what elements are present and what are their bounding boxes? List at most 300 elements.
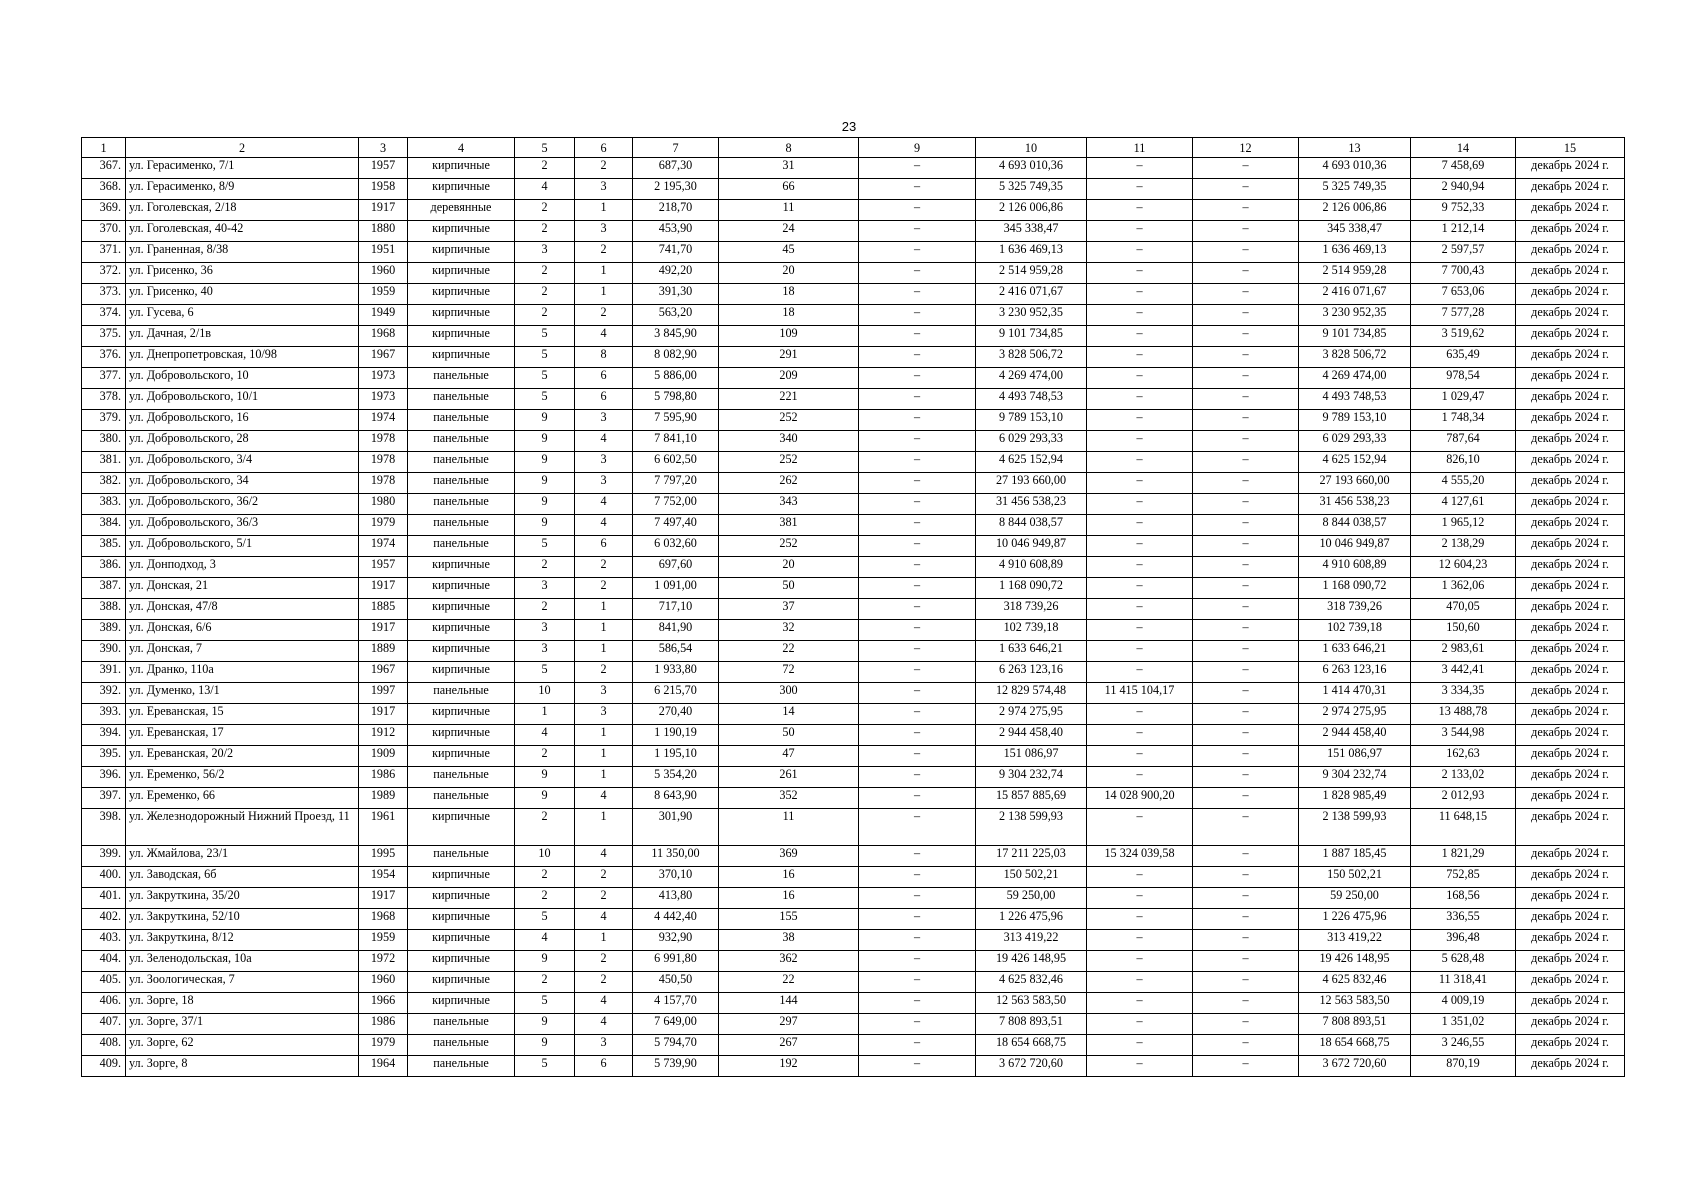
table-cell: 3 230 952,35 [1299,305,1411,326]
table-cell: 4 693 010,36 [1299,158,1411,179]
table-cell: 168,56 [1411,888,1516,909]
table-row [82,1056,1625,1077]
table-cell: – [1193,1014,1299,1035]
table-cell: 1954 [359,867,408,888]
table-cell: ул. Зорге, 8 [126,1056,359,1077]
table-cell: 741,70 [633,242,719,263]
table-cell: 826,10 [1411,452,1516,473]
table-row [82,305,1625,326]
table-cell: декабрь 2024 г. [1516,1056,1625,1077]
table-cell: – [1193,704,1299,725]
table-cell: 11 318,41 [1411,972,1516,993]
table-cell: 1979 [359,515,408,536]
table-cell: 8 082,90 [633,347,719,368]
table-cell: кирпичные [408,620,515,641]
table-cell: 7 797,20 [633,473,719,494]
table-cell: 2 138 599,93 [976,809,1087,846]
table-cell: кирпичные [408,221,515,242]
table-cell: ул. Зорге, 18 [126,993,359,1014]
table-cell: декабрь 2024 г. [1516,599,1625,620]
table-cell: 470,05 [1411,599,1516,620]
table-cell: 336,55 [1411,909,1516,930]
table-cell: 391. [82,662,126,683]
column-header: 11 [1087,138,1193,158]
table-cell: 10 [515,683,575,704]
table-cell: 841,90 [633,620,719,641]
table-cell: – [1193,809,1299,846]
table-cell: ул. Зеленодольская, 10а [126,951,359,972]
table-cell: 300 [719,683,859,704]
table-cell: 5 [515,347,575,368]
table-cell: кирпичные [408,888,515,909]
table-cell: 9 [515,1035,575,1056]
table-cell: 2 514 959,28 [976,263,1087,284]
table-cell: 3 519,62 [1411,326,1516,347]
table-cell: – [859,179,976,200]
table-cell: декабрь 2024 г. [1516,389,1625,410]
table-cell: 313 419,22 [976,930,1087,951]
table-cell: 6 263 123,16 [1299,662,1411,683]
table-cell: – [859,515,976,536]
table-cell: 1974 [359,536,408,557]
table-cell: 1978 [359,452,408,473]
table-cell: 4 269 474,00 [976,368,1087,389]
table-cell: 1959 [359,284,408,305]
table-cell: 381 [719,515,859,536]
column-header: 8 [719,138,859,158]
table-cell: 1 [575,263,633,284]
table-cell: 2 [575,972,633,993]
table-cell: ул. Ереванская, 17 [126,725,359,746]
table-row [82,368,1625,389]
table-cell: 399. [82,846,126,867]
table-row [82,788,1625,809]
table-row [82,557,1625,578]
table-cell: 1 828 985,49 [1299,788,1411,809]
table-cell: ул. Зоологическая, 7 [126,972,359,993]
table-cell: 22 [719,641,859,662]
table-cell: 1 [575,725,633,746]
table-cell: – [859,1035,976,1056]
table-cell: 3 828 506,72 [976,347,1087,368]
table-cell: 4 269 474,00 [1299,368,1411,389]
table-cell: – [859,578,976,599]
table-cell: декабрь 2024 г. [1516,452,1625,473]
table-cell: декабрь 2024 г. [1516,888,1625,909]
table-cell: ул. Добровольского, 36/3 [126,515,359,536]
table-cell: 370,10 [633,867,719,888]
table-cell: – [1193,347,1299,368]
table-cell: 270,40 [633,704,719,725]
table-cell: – [1087,951,1193,972]
table-cell: 16 [719,888,859,909]
table-cell: – [1193,179,1299,200]
table-cell: 11 648,15 [1411,809,1516,846]
table-cell: 3 [515,242,575,263]
table-cell: 1986 [359,1014,408,1035]
table-cell: ул. Донская, 21 [126,578,359,599]
table-cell: 3 [575,683,633,704]
table-cell: 150,60 [1411,620,1516,641]
table-cell: 19 426 148,95 [1299,951,1411,972]
table-cell: декабрь 2024 г. [1516,725,1625,746]
table-cell: 400. [82,867,126,888]
table-cell: 379. [82,410,126,431]
table-cell: 5 354,20 [633,767,719,788]
table-cell: – [1087,557,1193,578]
table-cell: декабрь 2024 г. [1516,578,1625,599]
table-cell: ул. Донская, 6/6 [126,620,359,641]
table-cell: – [859,683,976,704]
table-cell: ул. Думенко, 13/1 [126,683,359,704]
table-cell: 393. [82,704,126,725]
table-cell: декабрь 2024 г. [1516,179,1625,200]
table-cell: ул. Ереванская, 20/2 [126,746,359,767]
table-cell: декабрь 2024 г. [1516,867,1625,888]
table-cell: ул. Гоголевская, 40-42 [126,221,359,242]
table-cell: 5 325 749,35 [1299,179,1411,200]
table-cell: 4 [575,909,633,930]
table-cell: ул. Еременко, 66 [126,788,359,809]
table-cell: 4 493 748,53 [1299,389,1411,410]
table-cell: – [1193,788,1299,809]
table-cell: 392. [82,683,126,704]
table-cell: – [1087,1035,1193,1056]
table-cell: – [1087,389,1193,410]
table-cell: 4 555,20 [1411,473,1516,494]
table-cell: 2 [515,305,575,326]
table-cell: 1 887 185,45 [1299,846,1411,867]
table-cell: – [859,1014,976,1035]
table-cell: 394. [82,725,126,746]
table-cell: – [1193,473,1299,494]
table-cell: ул. Донская, 47/8 [126,599,359,620]
table-cell: 405. [82,972,126,993]
table-cell: 367. [82,158,126,179]
table-cell: декабрь 2024 г. [1516,1035,1625,1056]
table-cell: 47 [719,746,859,767]
table-row [82,888,1625,909]
table-cell: 2 [515,221,575,242]
table-row [82,200,1625,221]
table-cell: ул. Герасименко, 7/1 [126,158,359,179]
table-cell: 3 [515,641,575,662]
table-cell: 3 230 952,35 [976,305,1087,326]
table-cell: ул. Добровольского, 10/1 [126,389,359,410]
table-cell: 218,70 [633,200,719,221]
table-cell: 1 [575,200,633,221]
table-cell: – [1193,1056,1299,1077]
table-cell: панельные [408,767,515,788]
table-cell: 6 602,50 [633,452,719,473]
table-cell: декабрь 2024 г. [1516,347,1625,368]
table-cell: 1 [575,767,633,788]
table-cell: 3 334,35 [1411,683,1516,704]
table-cell: 6 032,60 [633,536,719,557]
table-cell: 301,90 [633,809,719,846]
table-cell: 5 325 749,35 [976,179,1087,200]
table-cell: кирпичные [408,578,515,599]
table-cell: – [859,599,976,620]
table-cell: – [1087,221,1193,242]
table-cell: 50 [719,578,859,599]
table-cell: 4 693 010,36 [976,158,1087,179]
table-cell: 32 [719,620,859,641]
table-cell: – [1193,158,1299,179]
table-row [82,662,1625,683]
table-cell: 5 [515,326,575,347]
table-cell: 1 226 475,96 [1299,909,1411,930]
table-cell: 318 739,26 [1299,599,1411,620]
table-cell: 8 844 038,57 [976,515,1087,536]
table-cell: – [859,620,976,641]
table-cell: ул. Закруткина, 52/10 [126,909,359,930]
table-cell: 403. [82,930,126,951]
table-cell: ул. Зорге, 37/1 [126,1014,359,1035]
table-cell: – [1193,326,1299,347]
table-cell: 404. [82,951,126,972]
table-cell: ул. Добровольского, 34 [126,473,359,494]
table-cell: ул. Граненная, 8/38 [126,242,359,263]
table-cell: 375. [82,326,126,347]
table-cell: 3 [575,410,633,431]
table-cell: – [1193,930,1299,951]
table-cell: 1 168 090,72 [1299,578,1411,599]
table-cell: 1 965,12 [1411,515,1516,536]
table-cell: 2 416 071,67 [976,284,1087,305]
table-cell: 3 [515,620,575,641]
table-cell: 2 416 071,67 [1299,284,1411,305]
column-number-row [82,138,1625,158]
table-cell: декабрь 2024 г. [1516,305,1625,326]
table-cell: кирпичные [408,347,515,368]
table-cell: 396,48 [1411,930,1516,951]
table-cell: 385. [82,536,126,557]
table-cell: 2 195,30 [633,179,719,200]
table-row [82,867,1625,888]
table-cell: 371. [82,242,126,263]
table-cell: 31 456 538,23 [976,494,1087,515]
table-cell: 1986 [359,767,408,788]
table-cell: – [859,410,976,431]
table-cell: 1 414 470,31 [1299,683,1411,704]
table-cell: ул. Добровольского, 36/2 [126,494,359,515]
table-cell: 7 700,43 [1411,263,1516,284]
table-cell: – [859,368,976,389]
table-cell: 18 [719,284,859,305]
table-cell: декабрь 2024 г. [1516,641,1625,662]
table-cell: – [1193,368,1299,389]
table-cell: ул. Донподход, 3 [126,557,359,578]
table-cell: 2 514 959,28 [1299,263,1411,284]
table-cell: панельные [408,389,515,410]
table-cell: – [859,809,976,846]
table-row [82,473,1625,494]
table-cell: 2 983,61 [1411,641,1516,662]
table-cell: 1997 [359,683,408,704]
table-cell: 1885 [359,599,408,620]
table-cell: 4 625 832,46 [1299,972,1411,993]
table-cell: 3 442,41 [1411,662,1516,683]
table-cell: 38 [719,930,859,951]
table-cell: декабрь 2024 г. [1516,846,1625,867]
table-cell: – [1193,767,1299,788]
table-cell: декабрь 2024 г. [1516,972,1625,993]
table-cell: 4 625 152,94 [976,452,1087,473]
table-cell: 1 195,10 [633,746,719,767]
table-cell: 1973 [359,368,408,389]
table-cell: 397. [82,788,126,809]
table-cell: 1980 [359,494,408,515]
table-cell: ул. Зорге, 62 [126,1035,359,1056]
table-cell: 406. [82,993,126,1014]
table-cell: 59 250,00 [976,888,1087,909]
table-cell: 1968 [359,909,408,930]
table-cell: – [1087,284,1193,305]
table-cell: – [859,242,976,263]
table-cell: 390. [82,641,126,662]
table-cell: – [1087,746,1193,767]
table-cell: 2 [515,158,575,179]
table-cell: 389. [82,620,126,641]
table-cell: декабрь 2024 г. [1516,515,1625,536]
table-cell: 340 [719,431,859,452]
table-cell: – [1193,452,1299,473]
table-row [82,221,1625,242]
table-cell: 4 625 152,94 [1299,452,1411,473]
table-cell: декабрь 2024 г. [1516,473,1625,494]
table-cell: – [859,536,976,557]
table-cell: – [1087,452,1193,473]
column-header: 4 [408,138,515,158]
table-row [82,179,1625,200]
table-cell: – [1087,305,1193,326]
table-cell: 144 [719,993,859,1014]
table-cell: 15 324 039,58 [1087,846,1193,867]
table-cell: декабрь 2024 г. [1516,809,1625,846]
table-cell: 1951 [359,242,408,263]
table-cell: – [859,930,976,951]
table-cell: – [1193,599,1299,620]
table-cell: – [1193,431,1299,452]
table-cell: декабрь 2024 г. [1516,242,1625,263]
table-cell: 492,20 [633,263,719,284]
table-cell: декабрь 2024 г. [1516,951,1625,972]
table-cell: панельные [408,788,515,809]
table-cell: 6 991,80 [633,951,719,972]
table-cell: 150 502,21 [976,867,1087,888]
table-cell: кирпичные [408,993,515,1014]
table-cell: – [1193,951,1299,972]
table-cell: – [859,725,976,746]
table-cell: – [859,746,976,767]
table-cell: панельные [408,452,515,473]
table-cell: ул. Жмайлова, 23/1 [126,846,359,867]
table-cell: – [859,993,976,1014]
housing-registry-table [81,137,1625,1077]
table-cell: 3 672 720,60 [976,1056,1087,1077]
table-cell: панельные [408,473,515,494]
table-cell: 9 [515,515,575,536]
table-cell: – [1087,767,1193,788]
table-cell: 17 211 225,03 [976,846,1087,867]
table-cell: 5 [515,389,575,410]
table-cell: – [1087,599,1193,620]
table-cell: 209 [719,368,859,389]
table-cell: 1958 [359,179,408,200]
table-cell: – [1087,242,1193,263]
table-cell: 5 [515,1056,575,1077]
table-cell: декабрь 2024 г. [1516,494,1625,515]
table-cell: 2 138,29 [1411,536,1516,557]
table-cell: 1974 [359,410,408,431]
table-row [82,993,1625,1014]
table-cell: 7 595,90 [633,410,719,431]
table-cell: кирпичные [408,972,515,993]
table-cell: 7 577,28 [1411,305,1516,326]
table-cell: 1960 [359,263,408,284]
table-cell: – [1087,410,1193,431]
table-cell: кирпичные [408,746,515,767]
table-cell: 37 [719,599,859,620]
table-cell: кирпичные [408,930,515,951]
table-cell: ул. Добровольского, 16 [126,410,359,431]
table-cell: – [1087,725,1193,746]
table-cell: 2 [575,578,633,599]
table-cell: 192 [719,1056,859,1077]
table-cell: 1949 [359,305,408,326]
table-cell: 8 844 038,57 [1299,515,1411,536]
table-cell: 1 226 475,96 [976,909,1087,930]
table-cell: 2 126 006,86 [976,200,1087,221]
table-cell: ул. Закруткина, 8/12 [126,930,359,951]
table-cell: 9 789 153,10 [976,410,1087,431]
table-cell: 395. [82,746,126,767]
table-cell: 19 426 148,95 [976,951,1087,972]
table-cell: 2 [575,557,633,578]
table-cell: 1 [575,620,633,641]
table-cell: 45 [719,242,859,263]
table-cell: 6 [575,389,633,410]
table-cell: 396. [82,767,126,788]
table-cell: 27 193 660,00 [976,473,1087,494]
table-cell: 787,64 [1411,431,1516,452]
table-cell: 407. [82,1014,126,1035]
table-cell: 14 028 900,20 [1087,788,1193,809]
table-cell: 20 [719,557,859,578]
column-header: 1 [82,138,126,158]
table-cell: кирпичные [408,809,515,846]
table-cell: 9 [515,788,575,809]
table-cell: 3 [575,179,633,200]
table-cell: ул. Гоголевская, 2/18 [126,200,359,221]
table-row [82,431,1625,452]
table-cell: 162,63 [1411,746,1516,767]
table-cell: 4 009,19 [1411,993,1516,1014]
table-row [82,389,1625,410]
table-cell: ул. Железнодорожный Нижний Проезд, 11 [126,809,359,846]
table-cell: 109 [719,326,859,347]
table-cell: кирпичные [408,557,515,578]
table-cell: 9 [515,767,575,788]
table-cell: 1961 [359,809,408,846]
table-cell: 155 [719,909,859,930]
table-cell: 4 [575,1014,633,1035]
table-cell: 1957 [359,158,408,179]
table-cell: – [859,867,976,888]
table-cell: – [1193,221,1299,242]
table-cell: 717,10 [633,599,719,620]
